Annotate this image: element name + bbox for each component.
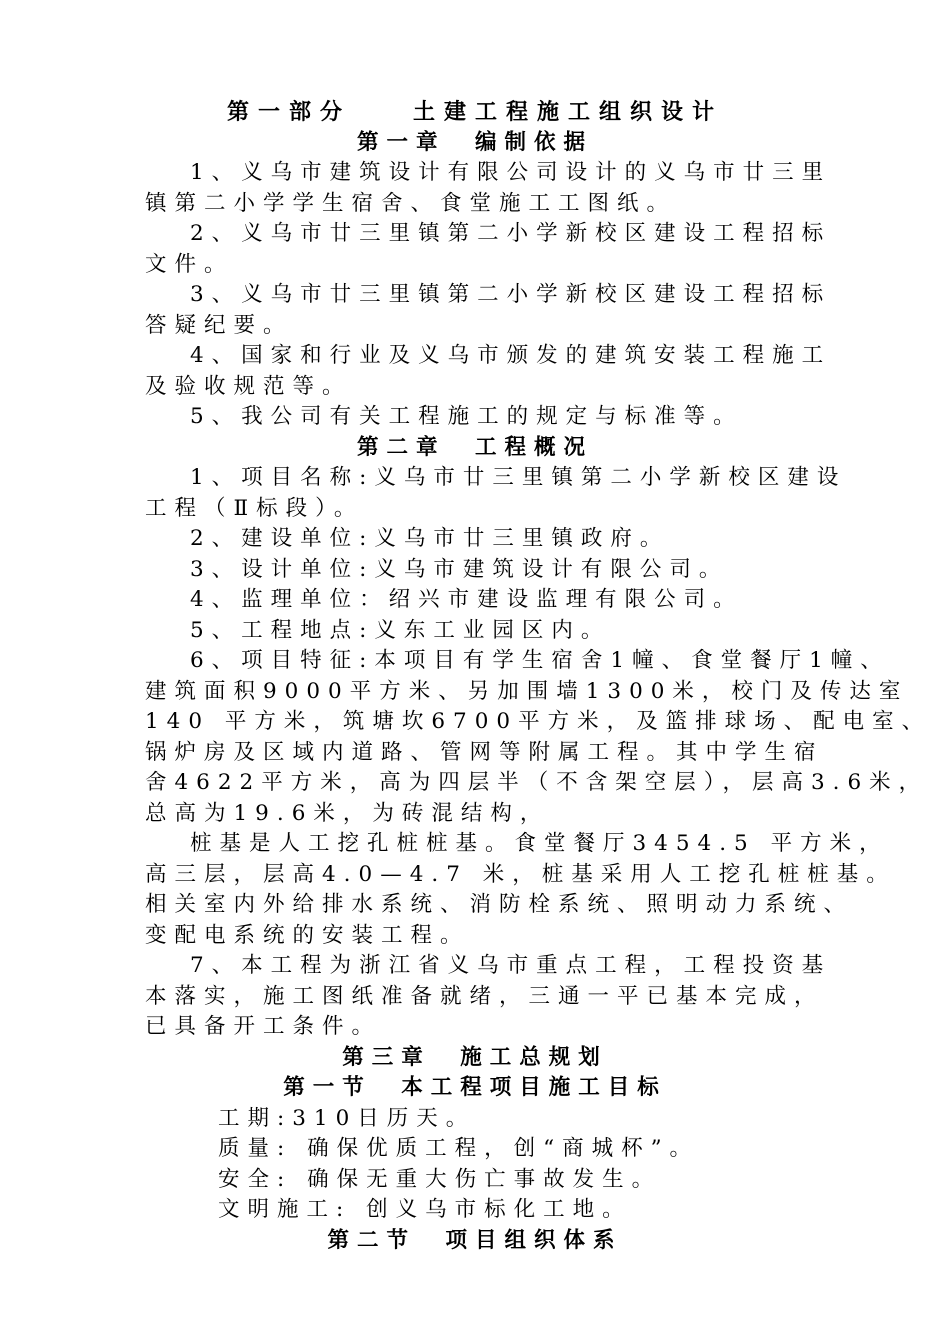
goal-civilized-construction: 文明施工: 创义乌市标化工地。 — [218, 1197, 632, 1222]
ch2-line: 桩基是人工挖孔桩桩基。食堂餐厅3454.5 平方米， — [190, 831, 889, 856]
ch2-line: 总高为19.6米，为砖混结构， — [145, 801, 550, 826]
ch2-line: 5、工程地点:义东工业园区内。 — [190, 618, 611, 643]
ch1-item-5: 5、我公司有关工程施工的规定与标准等。 — [190, 404, 743, 429]
goal-duration: 工期:310日历天。 — [218, 1106, 476, 1131]
ch2-line: 4、监理单位：绍兴市建设监理有限公司。 — [190, 587, 743, 612]
ch1-item-3-line-1: 3、义乌市廿三里镇第二小学新校区建设工程招标 — [190, 282, 832, 307]
ch2-line: 已具备开工条件。 — [145, 1014, 382, 1039]
chapter-1-title: 第一章 编制依据 — [356, 130, 593, 155]
goal-safety: 安全: 确保无重大伤亡事故发生。 — [218, 1167, 662, 1192]
part-title: 第一部分 土建工程施工组织设计 — [226, 99, 723, 125]
ch1-item-3-line-2: 答疑纪要。 — [145, 313, 293, 338]
ch2-line: 建筑面积9000平方米、另加围墙1300米，校门及传达室 — [145, 679, 909, 704]
ch2-line: 2、建设单位:义乌市廿三里镇政府。 — [190, 526, 670, 551]
ch2-line: 高三层，层高4.0—4.7 米，桩基采用人工挖孔桩桩基。 — [145, 862, 896, 887]
ch1-item-1-line-2: 镇第二小学学生宿舍、食堂施工工图纸。 — [145, 191, 677, 216]
ch2-line: 6、项目特征:本项目有学生宿舍1幢、食堂餐厅1幢、 — [190, 648, 890, 673]
ch2-line: 相关室内外给排水系统、消防栓系统、照明动力系统、 — [145, 892, 854, 917]
ch2-line: 7、本工程为浙江省义乌市重点工程，工程投资基 — [190, 953, 832, 978]
ch2-line: 变配电系统的安装工程。 — [145, 923, 470, 948]
ch2-line: 舍4622平方米，高为四层半（不含架空层），层高3.6米， — [145, 770, 929, 795]
ch2-line: 本落实，施工图纸准备就绪，三通一平已基本完成， — [145, 984, 824, 1009]
section-2-title: 第二节 项目组织体系 — [327, 1228, 623, 1253]
goal-quality: 质量: 确保优质工程，创“商城杯”。 — [218, 1136, 700, 1161]
ch2-line: 锅炉房及区域内道路、管网等附属工程。其中学生宿 — [145, 740, 824, 765]
ch1-item-2-line-1: 2、义乌市廿三里镇第二小学新校区建设工程招标 — [190, 221, 832, 246]
ch1-item-2-line-2: 文件。 — [145, 252, 234, 277]
ch2-line: 工程（Ⅱ标段）。 — [145, 496, 364, 521]
ch1-item-4-line-1: 4、国家和行业及义乌市颁发的建筑安装工程施工 — [190, 343, 832, 368]
chapter-3-title: 第三章 施工总规划 — [342, 1045, 608, 1070]
ch1-item-4-line-2: 及验收规范等。 — [145, 374, 352, 399]
ch2-line: 1、项目名称:义乌市廿三里镇第二小学新校区建设 — [190, 465, 847, 490]
ch1-item-1-line-1: 1、义乌市建筑设计有限公司设计的义乌市廿三里 — [190, 160, 832, 185]
chapter-2-title: 第二章 工程概况 — [356, 435, 593, 460]
section-1-title: 第一节 本工程项目施工目标 — [283, 1075, 667, 1100]
ch2-line: 140 平方米，筑塘坎6700平方米，及篮排球场、配电室、 — [145, 709, 932, 734]
ch2-line: 3、设计单位:义乌市建筑设计有限公司。 — [190, 557, 729, 582]
